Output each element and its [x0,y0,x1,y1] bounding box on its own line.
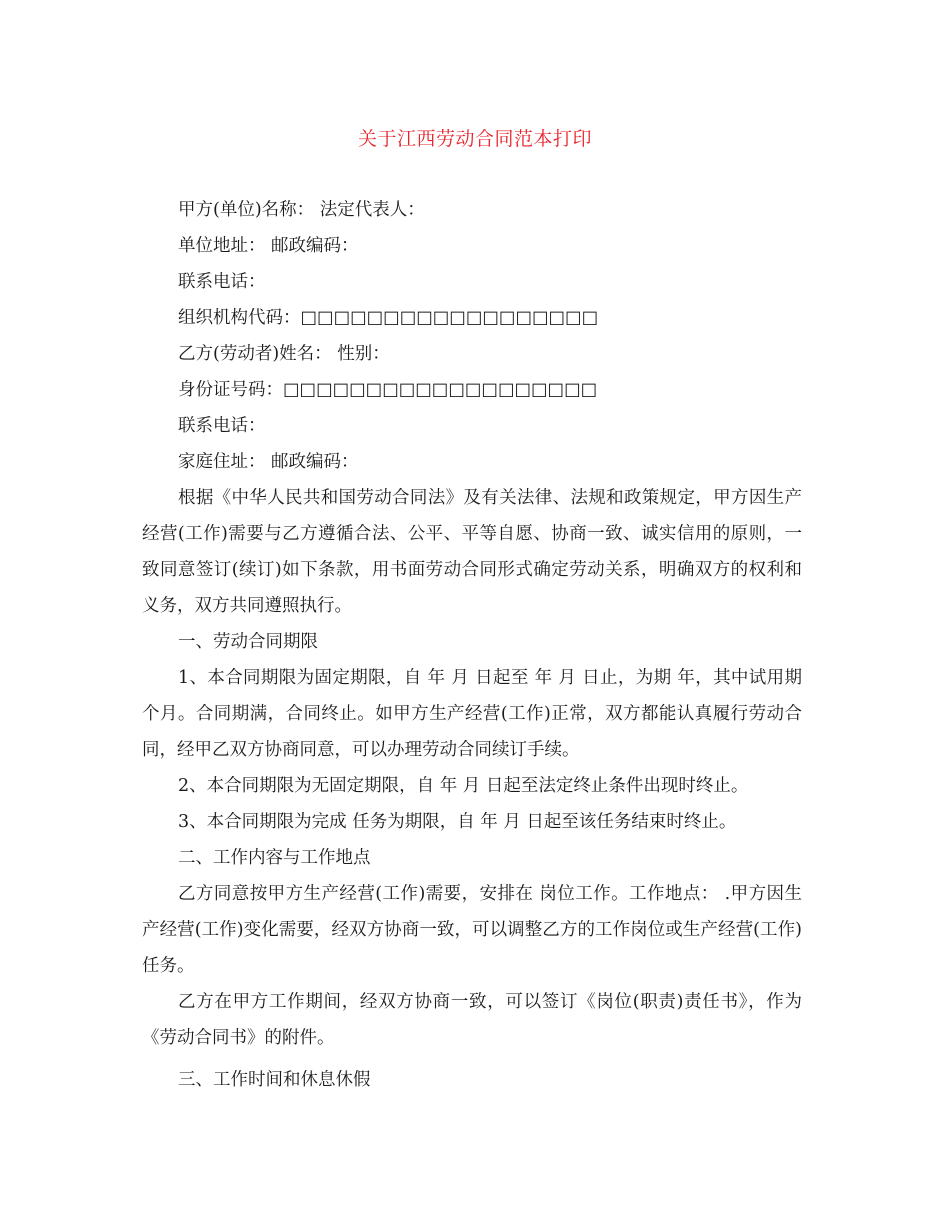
field-organization-code: 组织机构代码：□□□□□□□□□□□□□□□□□□ [178,308,599,328]
section-heading-work: 二、工作内容与工作地点 [178,848,371,868]
field-party-b-name: 乙方(劳动者)姓名： 性别： [178,344,390,364]
field-party-a-name: 甲方(单位)名称： 法定代表人： [178,200,425,220]
field-id-number: 身份证号码：□□□□□□□□□□□□□□□□□□□ [178,380,598,400]
clause-task-term: 3、本合同期限为完成 任务为期限，自 年 月 日起至该任务结束时终止。 [178,812,737,832]
preamble-paragraph: 根据《中华人民共和国劳动合同法》及有关法律、法规和政策规定，甲方因生产经营(工作)需要与乙方遵循合法、公平、平等自愿、协商一致、诚实信用的原则，一致同意签订(续订)如下条款，用书面劳动合同形式确定劳动关系，明确双方的权利和义务，双方共同遵照执行。 [142,488,802,616]
clause-work-assignment: 乙方同意按甲方生产经营(工作)需要，安排在 岗位工作。工作地点： .甲方因生产经营(工作)变化需要，经双方协商一致，可以调整乙方的工作岗位或生产经营(工作)任务。 [142,884,802,976]
field-party-a-phone: 联系电话： [178,272,266,292]
field-party-b-phone: 联系电话： [178,416,266,436]
section-heading-term: 一、劳动合同期限 [178,632,318,652]
clause-fixed-term: 1、本合同期限为固定期限，自 年 月 日起至 年 月 日止，为期 年，其中试用期 个月。合同期满，合同终止。如甲方生产经营(工作)正常，双方都能认真履行劳动合同，经甲乙双方协商同意，可以办理劳动合同续订手续。 [142,668,802,760]
clause-open-term: 2、本合同期限为无固定期限，自 年 月 日起至法定终止条件出现时终止。 [178,776,749,796]
clause-responsibility-letter: 乙方在甲方工作期间，经双方协商一致，可以签订《岗位(职责)责任书》，作为《劳动合同书》的附件。 [142,992,802,1048]
field-home-address: 家庭住址： 邮政编码： [178,452,359,472]
section-heading-hours: 三、工作时间和休息休假 [178,1070,371,1090]
document-body [142,192,802,1098]
document-title: 关于江西劳动合同范本打印 [357,128,592,150]
field-unit-address: 单位地址： 邮政编码： [178,236,359,256]
